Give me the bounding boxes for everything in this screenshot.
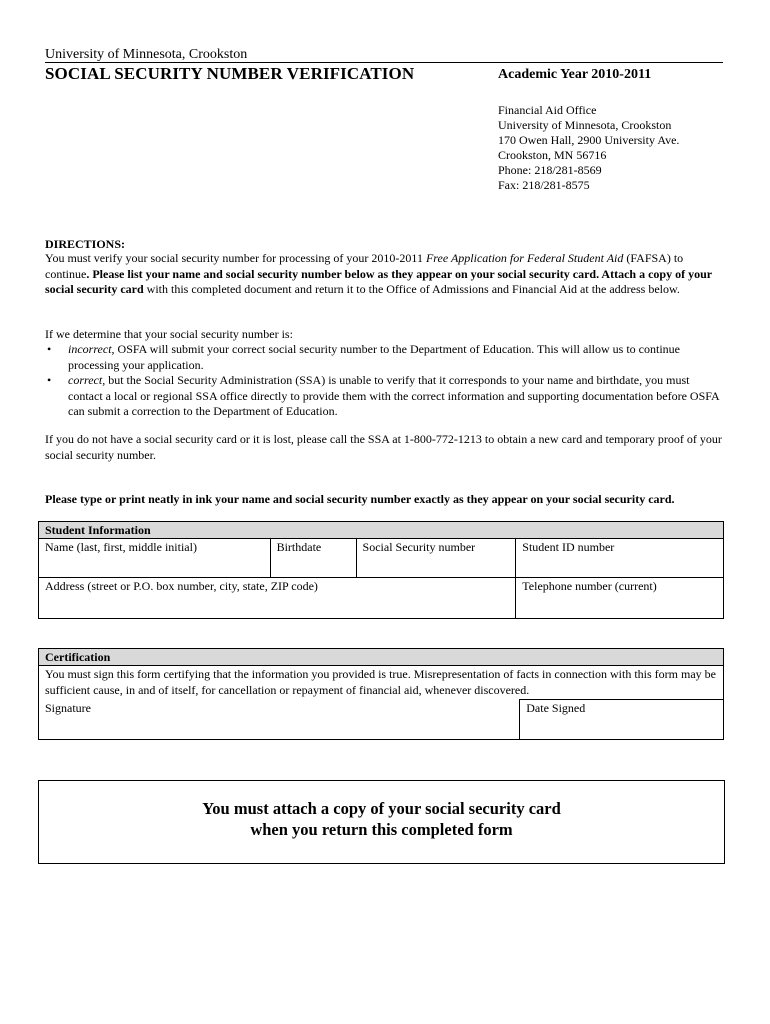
bullet-text: but the Social Security Administration (SSA) is unable to verify that it corresponds to your name and birthdate, you must contact a local or regional SSA office directly to provide them with the correct information and supporting documentation before OSFA can submit a correction to the Department of Education. (68, 373, 720, 418)
date-signed-label: Date Signed (526, 701, 586, 715)
title-rule (45, 62, 723, 63)
table-row (39, 539, 724, 578)
signature-field[interactable] (39, 700, 520, 740)
certification-table (38, 648, 724, 740)
bullet-icon: • (47, 373, 52, 387)
ssn-label: Social Security number (362, 540, 476, 554)
certification-text: You must sign this form certifying that the information you provided is true. Misrepresentation of facts in connection with this form may be sufficient cause, in and of itself, for cancellation or repayment of financial aid, whenever discovered. (39, 666, 724, 700)
table-row (39, 700, 724, 740)
certification-header: Certification (39, 649, 724, 666)
address-label: Address (street or P.O. box number, city, state, ZIP code) (45, 579, 318, 593)
office-address (498, 103, 679, 193)
notice-line: You must attach a copy of your social security card (202, 799, 561, 818)
list-item (45, 342, 725, 373)
university-name: University of Minnesota, Crookston (45, 47, 248, 62)
bullet-icon: • (47, 342, 52, 356)
form-title: SOCIAL SECURITY NUMBER VERIFICATION (45, 64, 415, 83)
office-line: University of Minnesota, Crookston (498, 118, 672, 132)
name-label: Name (last, first, middle initial) (45, 540, 197, 554)
directions-paragraph (45, 251, 725, 298)
directions-heading: DIRECTIONS: (45, 237, 126, 251)
student-info-header: Student Information (39, 522, 724, 539)
academic-year: Academic Year 2010-2011 (498, 67, 652, 82)
office-phone: Phone: 218/281-8569 (498, 163, 602, 177)
office-line: Financial Aid Office (498, 103, 597, 117)
directions-text: with this completed document and return it to the Office of Admissions and Financial Aid at the address below. (143, 282, 680, 296)
print-instruction: Please type or print neatly in ink your name and social security number exactly as they appear on your social security card. (45, 492, 675, 506)
student-id-field[interactable] (516, 539, 724, 578)
bullet-text: , OSFA will submit your correct social security number to the Department of Education. This will allow us to continue processing your application. (68, 342, 680, 372)
directions-emphasis: . Please list your name and social security number below as they appear on your social security card. Attach a copy of your social security card (45, 266, 712, 296)
telephone-field[interactable] (516, 578, 724, 619)
determination-list (45, 342, 725, 420)
office-line: Crookston, MN 56716 (498, 148, 607, 162)
office-fax: Fax: 218/281-8575 (498, 178, 590, 192)
lost-card-paragraph: If you do not have a social security card or it is lost, please call the SSA at 1-800-772-1213 to obtain a new card and temporary proof of your social security number. (45, 432, 722, 462)
birthdate-field[interactable] (270, 539, 356, 578)
bullet-keyword: incorrect (68, 342, 112, 356)
bullet-keyword: correct, (68, 373, 106, 387)
determination-intro: If we determine that your social security number is: (45, 327, 293, 341)
directions-text: You must verify your social security number for processing of your 2010-2011 (45, 251, 426, 265)
student-information-table (38, 521, 724, 619)
signature-label: Signature (45, 700, 91, 715)
attachment-notice (38, 780, 725, 864)
student-info-header-row (39, 522, 724, 539)
date-signed-field[interactable] (520, 700, 724, 740)
student-id-label: Student ID number (522, 540, 615, 554)
fafsa-title: Free Application for Federal Student Aid (425, 251, 624, 265)
directions-text: (FAFSA) to continue (45, 251, 684, 281)
telephone-label: Telephone number (current) (522, 579, 657, 593)
office-line: 170 Owen Hall, 2900 University Ave. (498, 133, 680, 147)
certification-header-row (39, 649, 724, 666)
ssn-field[interactable] (356, 539, 516, 578)
birthdate-label: Birthdate (276, 540, 322, 554)
name-field[interactable] (39, 539, 271, 578)
table-row (39, 666, 724, 700)
notice-line: when you return this completed form (250, 820, 513, 839)
list-item (45, 373, 725, 420)
address-field[interactable] (39, 578, 516, 619)
table-row (39, 578, 724, 619)
